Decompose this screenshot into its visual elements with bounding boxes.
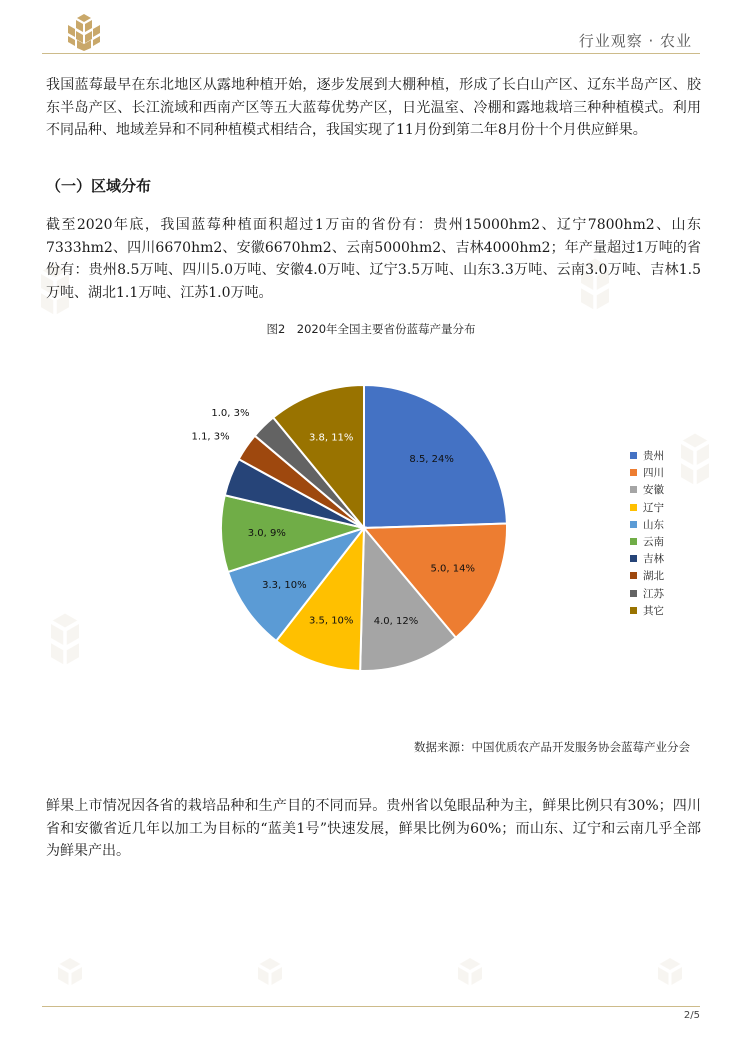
legend-item xyxy=(630,602,664,619)
legend-item xyxy=(630,464,664,481)
legend-label: 湖北 xyxy=(643,570,664,583)
data-source: 数据来源：中国优质农产品开发服务协会蓝莓产业分会 xyxy=(414,740,690,754)
legend-item xyxy=(630,567,664,584)
figure-caption: 图2 2020年全国主要省份蓝莓产量分布 xyxy=(266,322,476,336)
watermark-icon xyxy=(30,610,100,680)
legend-item xyxy=(630,550,664,567)
legend-label: 贵州 xyxy=(643,450,664,463)
pie-label-辽宁: 3.5, 10% xyxy=(308,615,354,627)
pie-label-山东: 3.3, 10% xyxy=(262,579,307,591)
pie-label-吉林: 1.5, 4% xyxy=(192,465,231,477)
legend-swatch xyxy=(630,521,637,528)
market-paragraph: 鲜果上市情况因各省的栽培品种和生产目的不同而异。贵州省以兔眼品种为主，鲜果比例只有30%；四川省和安徽省近几年以加工为目标的“蓝美1号”快速发展，鲜果比例为60%；而山东、辽宁和云南几乎全部为鲜果产出。 xyxy=(46,798,701,859)
legend-label: 江苏 xyxy=(643,587,664,600)
distribution-paragraph: 截至2020年底，我国蓝莓种植面积超过1万亩的省份有：贵州15000hm2、辽宁7800hm2、山东7333hm2、四川6670hm2、安徽6670hm2、云南5000hm2、吉林4000hm2；年产量超过1万吨的省份有：贵州8.5万吨、四川5.0万吨、安徽4.0万吨、辽宁3.5万吨、山东3.3万吨、云南3.0万吨、吉林1.5万吨、湖北1.1万吨、江苏1.0万吨。 xyxy=(46,217,701,301)
legend-label: 辽宁 xyxy=(643,501,664,514)
section-heading: （一）区域分布 xyxy=(46,177,152,195)
pie-label-江苏: 1.0, 3% xyxy=(211,407,250,419)
page-number: 2/5 xyxy=(683,1010,700,1021)
legend-swatch xyxy=(630,504,637,511)
legend-item xyxy=(630,516,664,533)
legend-swatch xyxy=(630,452,637,459)
pie-label-云南: 3.0, 9% xyxy=(247,527,286,539)
company-logo xyxy=(64,12,104,52)
legend-item xyxy=(630,447,664,464)
chart-legend xyxy=(630,447,664,619)
pie-label-贵州: 8.5, 24% xyxy=(409,454,454,466)
legend-item xyxy=(630,533,664,550)
legend-swatch xyxy=(630,607,637,614)
watermark-icon xyxy=(660,430,730,500)
legend-swatch xyxy=(630,555,637,562)
intro-paragraph: 我国蓝莓最早在东北地区从露地种植开始，逐步发展到大棚种植，形成了长白山产区、辽东半岛产区、胶东半岛产区、长江流域和西南产区等五大蓝莓优势产区，日光温室、冷棚和露地栽培三种种植模式。利用不同品种、地域差异和不同种植模式相结合，我国实现了11月份到第二年8月份十个月供应鲜果。 xyxy=(46,77,701,138)
legend-label: 其它 xyxy=(643,604,664,617)
pie-label-四川: 5.0, 14% xyxy=(430,563,475,575)
legend-label: 山东 xyxy=(643,518,664,531)
legend-label: 四川 xyxy=(643,467,664,480)
legend-item xyxy=(630,585,664,602)
legend-swatch xyxy=(630,486,637,493)
legend-item xyxy=(630,481,664,498)
pie-label-安徽: 4.0, 12% xyxy=(373,615,419,627)
pie-chart xyxy=(190,378,550,698)
legend-swatch xyxy=(630,572,637,579)
legend-swatch xyxy=(630,538,637,545)
legend-swatch xyxy=(630,590,637,597)
footer-divider xyxy=(42,1006,700,1007)
legend-label: 吉林 xyxy=(643,553,664,566)
legend-swatch xyxy=(630,469,637,476)
pie-label-湖北: 1.1, 3% xyxy=(191,431,230,443)
section-label: 行业观察 · 农业 xyxy=(578,32,692,50)
legend-label: 安徽 xyxy=(643,484,664,497)
legend-item xyxy=(630,499,664,516)
pie-label-其它: 3.8, 11% xyxy=(308,432,354,444)
header-divider xyxy=(42,53,700,54)
legend-label: 云南 xyxy=(643,536,664,549)
